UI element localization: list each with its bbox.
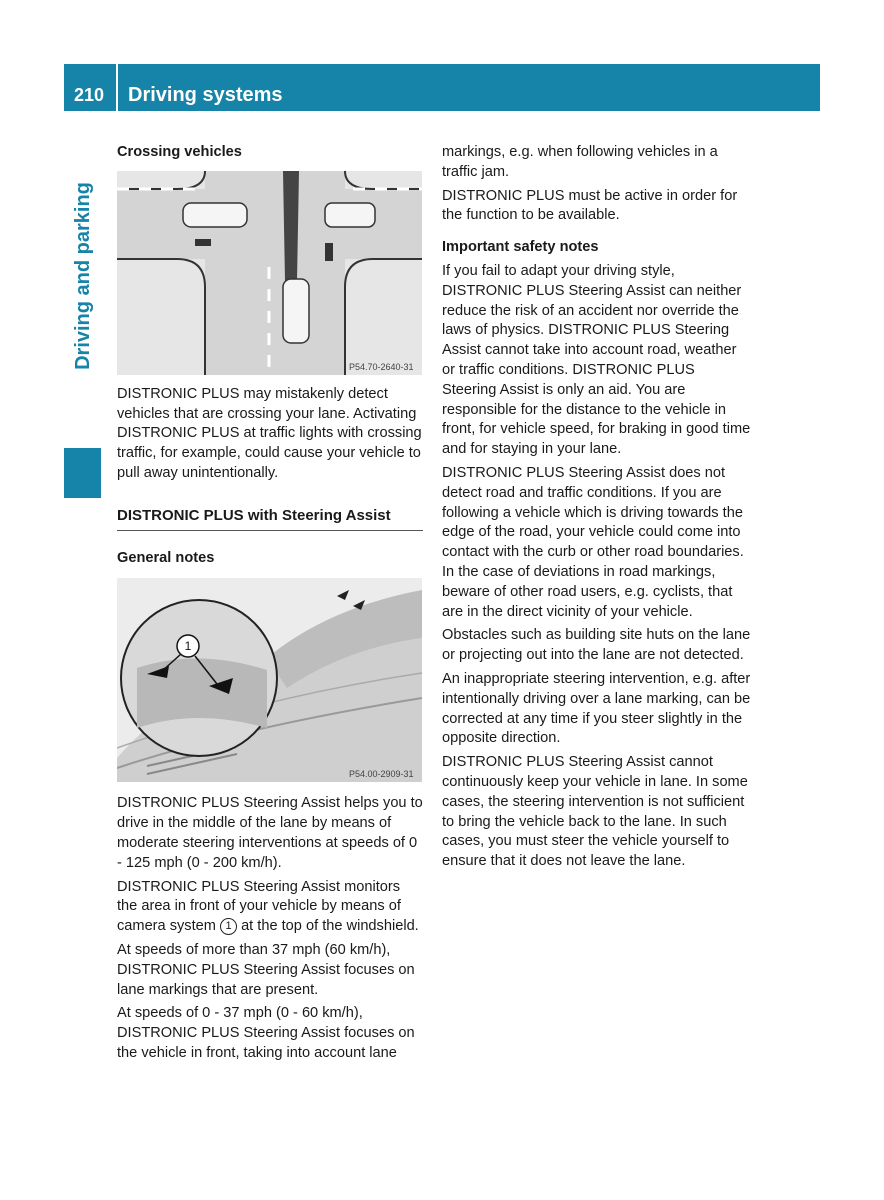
- right-p1: markings, e.g. when following vehicles in a traffic jam.: [442, 144, 718, 180]
- page-header: [64, 64, 820, 111]
- general-notes-heading: General notes: [117, 549, 215, 566]
- crossing-text: DISTRONIC PLUS may mistakenly detect vehicles that are crossing your lane. Activating DISTRONIC PLUS at traffic lights with crossing traffic, for example, could cause your vehicle to pull away unintentionally.: [117, 385, 422, 481]
- figure2-callout: 1: [184, 639, 192, 654]
- steering-assist-p1: DISTRONIC PLUS Steering Assist helps you to drive in the middle of the lane by means of moderate steering interventions at speeds of 0 - 125 mph (0 - 200 km/h).: [117, 795, 423, 871]
- safety-p3: If you fail to adapt your driving style, DISTRONIC PLUS Steering Assist can neither reduce the risk of an accident nor override the laws of physics. DISTRONIC PLUS Steering Assist cannot take into account road, weather or traffic conditions. DISTRONIC PLUS Steering Assist is only an aid. You are responsible for the distance to the vehicle in front, for vehicle speed, for braking in good time and for staying in your lane.: [442, 262, 751, 458]
- left-column: [117, 143, 423, 1068]
- crossing-vehicles-figure: [117, 171, 422, 375]
- safety-heading: Important safety notes: [442, 239, 599, 256]
- right-column: [442, 143, 752, 876]
- page-number: 210: [73, 85, 105, 105]
- page-title: Driving systems: [128, 84, 283, 106]
- safety-p6: An inappropriate steering intervention, e.g. after intentionally driving over a lane marking, can be corrected at any time if you steer slightly in the opposite direction.: [442, 670, 751, 747]
- safety-p4: DISTRONIC PLUS Steering Assist does not detect road and traffic conditions. If you are following a vehicle which is driving towards the edge of the road, your vehicle could come into contact with the curb or other road boundaries. In the case of deviations in road markings, beware of other road users, e.g. cyclists, that are in the direct vicinity of your vehicle.: [442, 464, 744, 620]
- side-tab: [64, 111, 101, 488]
- windshield-camera-figure: [117, 578, 422, 782]
- header-divider: [116, 64, 118, 111]
- steering-assist-p2: DISTRONIC PLUS Steering Assist monitors the area in front of your vehicle by means of camera system 1 at the top of the windshield.: [117, 878, 419, 935]
- side-tab-label: Driving and parking: [72, 182, 94, 370]
- crossing-heading: Crossing vehicles: [117, 144, 242, 160]
- section-heading: DISTRONIC PLUS with Steering Assist: [117, 506, 423, 531]
- steering-assist-p4: At speeds of 0 - 37 mph (0 - 60 km/h), DISTRONIC PLUS Steering Assist focuses on the vehicle in front, taking into account lane: [117, 1005, 415, 1061]
- callout-1-icon: 1: [220, 918, 237, 935]
- safety-p5: Obstacles such as building site huts on the lane or projecting out into the lane are not detected.: [442, 627, 751, 664]
- side-tab-marker: [64, 448, 101, 498]
- figure2-code: P54.00-2909-31: [349, 769, 414, 780]
- right-p2: DISTRONIC PLUS must be active in order for the function to be available.: [442, 187, 738, 224]
- steering-assist-p3: At speeds of more than 37 mph (60 km/h), DISTRONIC PLUS Steering Assist focuses on lane markings that are present.: [117, 941, 415, 998]
- safety-p7: DISTRONIC PLUS Steering Assist cannot continuously keep your vehicle in lane. In some cases, the steering intervention is not sufficient to bring the vehicle back to the lane. In such cases, you must steer the vehicle yourself to ensure that it does not leave the lane.: [442, 754, 748, 870]
- figure1-code: P54.70-2640-31: [349, 361, 414, 372]
